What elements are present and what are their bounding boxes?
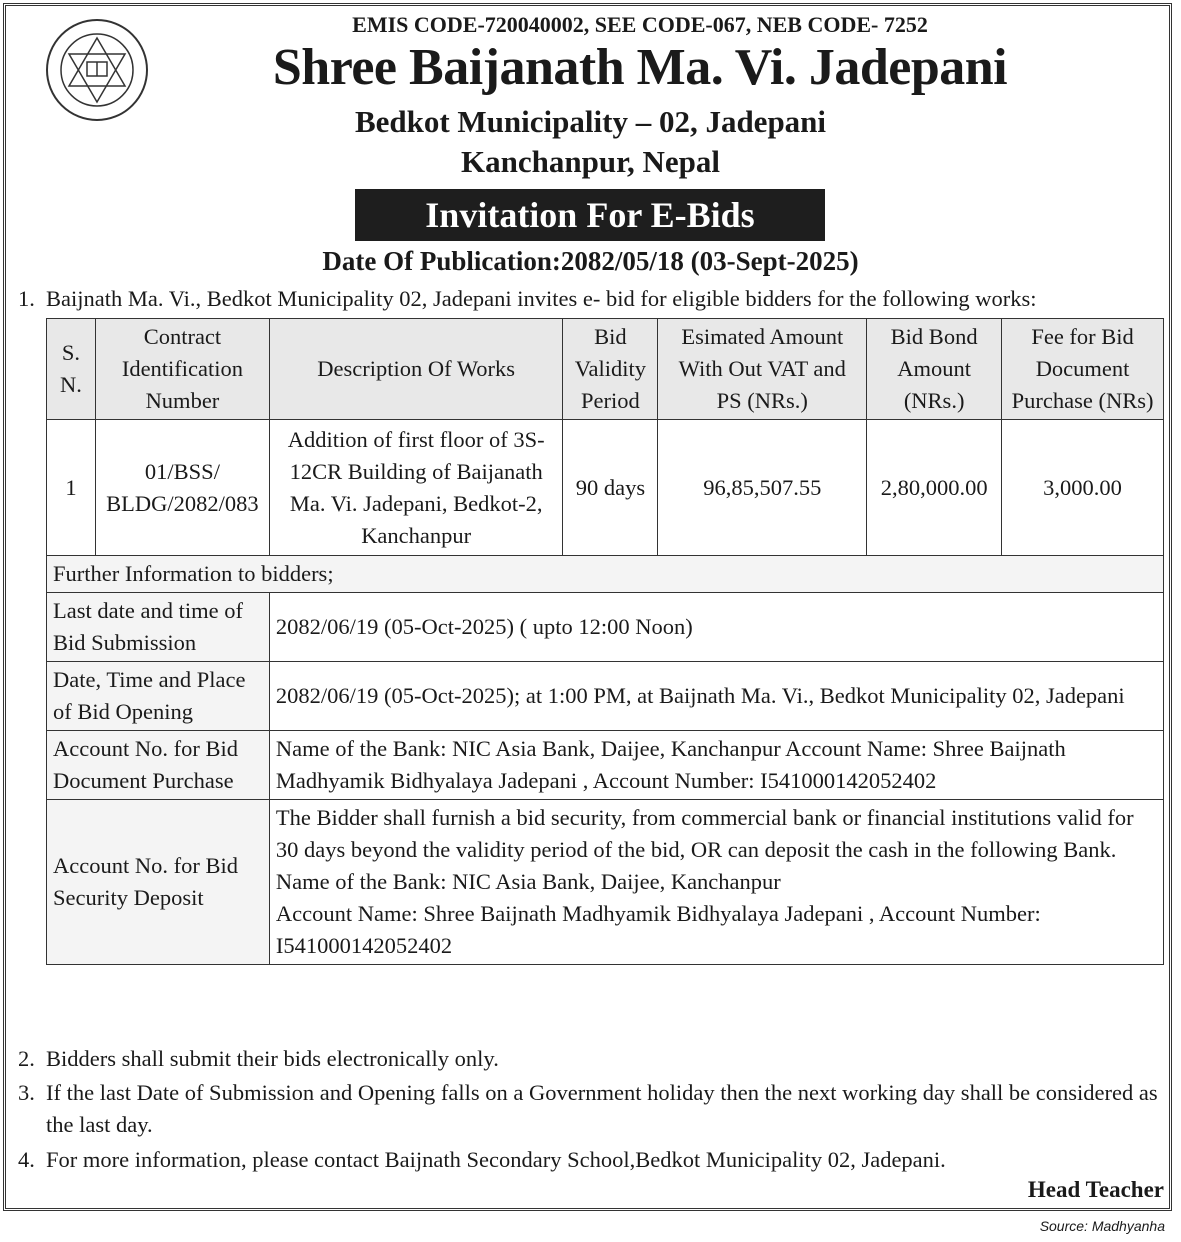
info-label: Account No. for Bid Document Purchase: [47, 731, 270, 800]
cell-fee: 3,000.00: [1002, 420, 1164, 556]
point-2: [18, 1043, 499, 1075]
intro-paragraph: [18, 283, 1037, 315]
item-text: Baijnath Ma. Vi., Bedkot Municipality 02, Jadepani invites e- bid for eligible bidders for the following works:: [46, 286, 1037, 311]
value-line: The Bidder shall furnish a bid security, from commercial bank or financial institutions valid for 30 days beyond the validity period of the bid, OR can deposit the cash in the following Bank.: [275, 805, 1134, 862]
cell-sn: 1: [47, 420, 96, 556]
bid-table: [46, 318, 1164, 965]
value-line: Account Name: Shree Baijnath Madhyamik Bidhyalaya Jadepani , Account Number: I541000142052402: [275, 901, 1041, 958]
further-info: Further Information to bidders;: [47, 556, 1164, 593]
notice-title: Invitation For E-Bids: [355, 189, 825, 241]
item-number: 2.: [18, 1046, 35, 1071]
cell-bid-bond: 2,80,000.00: [867, 420, 1002, 556]
cell-contract-id: 01/BSS/ BLDG/2082/083: [95, 420, 269, 556]
table-row: [47, 420, 1164, 556]
cell-validity: 90 days: [563, 420, 658, 556]
point-3: [18, 1077, 1158, 1137]
info-label: Account No. for Bid Security Deposit: [47, 800, 270, 965]
item-text: For more information, please contact Baijnath Secondary School,Bedkot Municipality 02, Jadepani.: [46, 1147, 946, 1172]
header-validity: Bid Validity Period: [563, 319, 658, 420]
header-description: Description Of Works: [269, 319, 563, 420]
header-estimated-amount: Esimated Amount With Out VAT and PS (NRs.): [658, 319, 867, 420]
school-codes: EMIS CODE-720040002, SEE CODE-067, NEB CODE- 7252: [352, 12, 928, 37]
signatory: Head Teacher: [1027, 1177, 1164, 1202]
info-label: Last date and time of Bid Submission: [47, 593, 270, 662]
info-row-opening: [47, 662, 1164, 731]
info-value: Name of the Bank: NIC Asia Bank, Daijee, Kanchanpur Account Name: Shree Baijnath Madhyamik Bidhyalaya Jadepani , Account Number: I541000142052402: [269, 731, 1163, 800]
header-sn: S. N.: [47, 319, 96, 420]
cell-description: Addition of first floor of 3S-12CR Building of Baijanath Ma. Vi. Jadepani, Bedkot-2, Kanchanpur: [269, 420, 563, 556]
header-bid-bond: Bid Bond Amount (NRs.): [867, 319, 1002, 420]
table-header-row: [47, 319, 1164, 420]
item-number: 4.: [18, 1147, 35, 1172]
info-label: Date, Time and Place of Bid Opening: [47, 662, 270, 731]
address-line-2: Kanchanpur, Nepal: [461, 144, 720, 179]
school-name: Shree Baijanath Ma. Vi. Jadepani: [272, 39, 1008, 96]
item-number: 3.: [18, 1080, 35, 1105]
further-info-row: [47, 556, 1164, 593]
value-line: Name of the Bank: NIC Asia Bank, Daijee, Kanchanpur: [275, 869, 781, 894]
item-text: Bidders shall submit their bids electronically only.: [46, 1046, 499, 1071]
info-value: 2082/06/19 (05-Oct-2025); at 1:00 PM, at Baijnath Ma. Vi., Bedkot Municipality 02, Jadepani: [269, 662, 1163, 731]
info-row-document-account: [47, 731, 1164, 800]
info-row-security-deposit: [47, 800, 1164, 965]
address-line-1: Bedkot Municipality – 02, Jadepani: [354, 104, 827, 139]
header-fee: Fee for Bid Document Purchase (NRs): [1002, 319, 1164, 420]
cell-estimated-amount: 96,85,507.55: [658, 420, 867, 556]
source-credit: Source: Madhyanha: [1039, 1218, 1165, 1234]
info-row-submission: [47, 593, 1164, 662]
publication-date: Date Of Publication:2082/05/18 (03-Sept-2025): [322, 246, 859, 276]
header-contract-id: Contract Identification Number: [95, 319, 269, 420]
item-text: If the last Date of Submission and Opening falls on a Government holiday then the next working day shall be considered as the last day.: [46, 1080, 1158, 1137]
point-4: [18, 1144, 946, 1176]
info-value: 2082/06/19 (05-Oct-2025) ( upto 12:00 Noon): [269, 593, 1163, 662]
info-value: [269, 800, 1163, 965]
item-number: 1.: [18, 286, 35, 311]
